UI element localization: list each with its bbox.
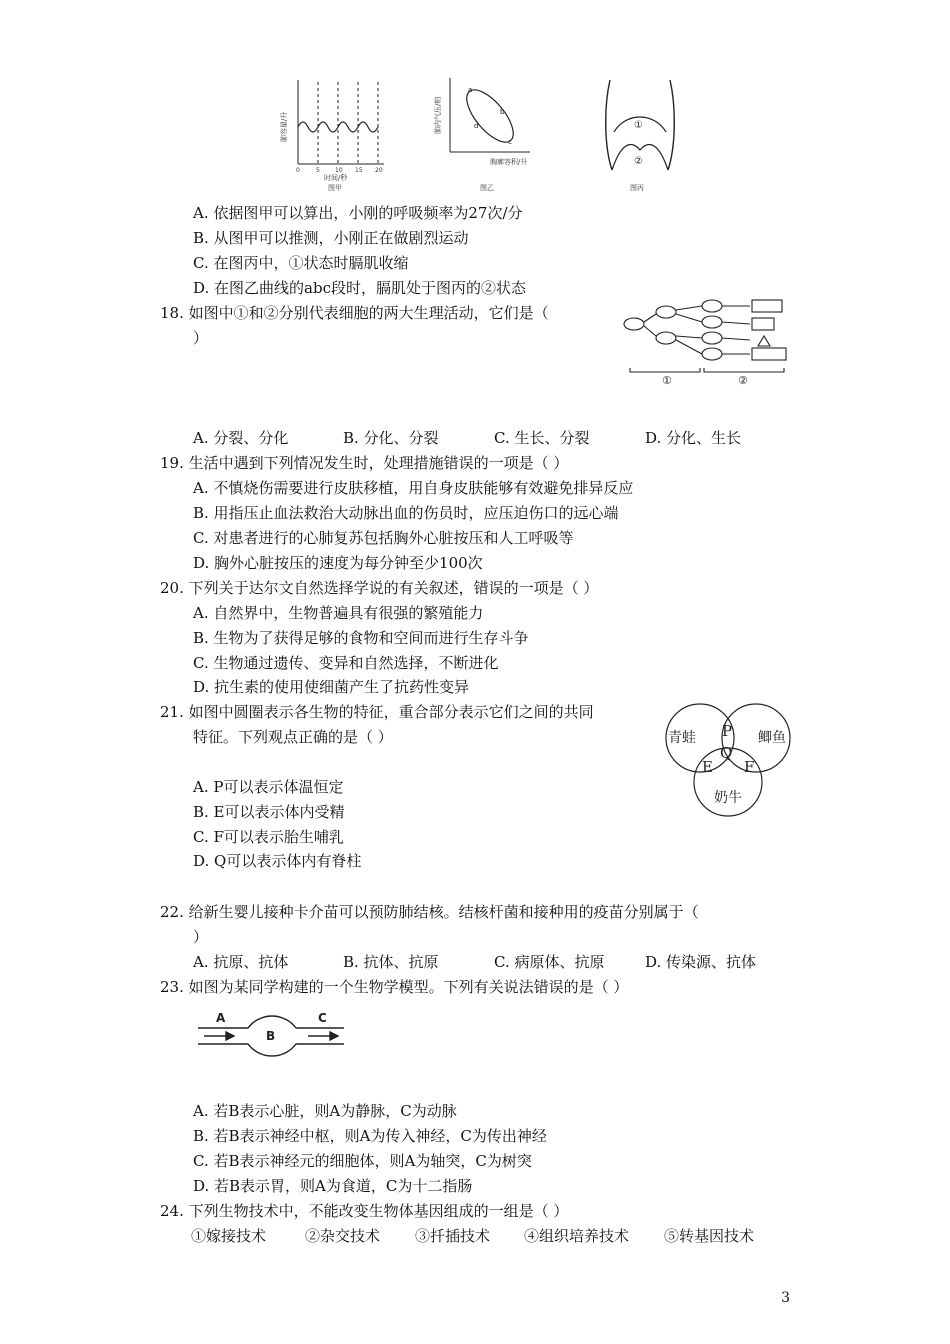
- venn-label-frog: 青蛙: [668, 730, 696, 746]
- q21-venn-diagram: [662, 700, 794, 818]
- figure-c-diaphragm-diagram: [600, 76, 680, 192]
- q21-option-b: B. E可以表示体内受精: [193, 803, 345, 821]
- q22-stem: 22. 给新生婴儿接种卡介苗可以预防肺结核。结核杆菌和接种用的疫苗分别属于（: [160, 903, 699, 921]
- q23-model-diagram: [196, 1004, 348, 1070]
- figure-a-lung-volume-chart: [280, 72, 392, 192]
- q23-option-a: A. 若B表示心脏，则A为静脉，C为动脉: [193, 1102, 457, 1120]
- fig-a-caption: 图甲: [328, 184, 342, 192]
- fig-a-tick: 20: [375, 167, 383, 174]
- q20-option-d: D. 抗生素的使用使细菌产生了抗药性变异: [193, 678, 470, 696]
- q22-option-a: A. 抗原、抗体: [193, 953, 289, 971]
- fig-b-point: d: [474, 122, 479, 130]
- fig-a-tick: 5: [316, 167, 320, 174]
- q22-option-d: D. 传染源、抗体: [645, 953, 757, 971]
- fig-c-label: ①: [634, 120, 643, 131]
- q20-option-b: B. 生物为了获得足够的食物和空间而进行生存斗争: [193, 629, 529, 647]
- q23-stem: 23. 如图为某同学构建的一个生物学模型。下列有关说法错误的是（ ）: [160, 978, 629, 996]
- q20-stem: 20. 下列关于达尔文自然选择学说的有关叙述，错误的一项是（ ）: [160, 579, 599, 597]
- q23-option-d: D. 若B表示胃，则A为食道，C为十二指肠: [193, 1177, 473, 1195]
- q18-stem-cont: ）: [193, 329, 209, 347]
- q21-stem: 21. 如图中圆圈表示各生物的特征，重合部分表示它们之间的共同: [160, 703, 594, 721]
- q18-figure-label: ②: [738, 374, 748, 386]
- q23-option-b: B. 若B表示神经中枢，则A为传入神经，C为传出神经: [193, 1127, 547, 1145]
- venn-region-f: F: [744, 758, 755, 776]
- q24-item: ②杂交技术: [305, 1227, 381, 1245]
- q18-option-c: C. 生长、分裂: [494, 429, 590, 447]
- q17-option-d: D. 在图乙曲线的abc段时，膈肌处于图丙的②状态: [193, 279, 526, 297]
- q19-option-d: D. 胸外心脏按压的速度为每分钟至少100次: [193, 554, 483, 572]
- fig-b-ylabel: 肺内气压/帕: [434, 96, 442, 134]
- q23-option-c: C. 若B表示神经元的细胞体，则A为轴突，C为树突: [193, 1152, 532, 1170]
- fig-b-point: c: [508, 138, 512, 146]
- q21-option-d: D. Q可以表示体内有脊柱: [193, 852, 362, 870]
- q20-option-c: C. 生物通过遗传、变异和自然选择，不断进化: [193, 654, 499, 672]
- venn-label-crucian-carp: 鲫鱼: [758, 730, 786, 746]
- fig-b-xlabel: 胸廓容积/升: [490, 158, 528, 166]
- q22-option-b: B. 抗体、抗原: [343, 953, 439, 971]
- q17-option-c: C. 在图丙中，①状态时膈肌收缩: [193, 254, 409, 272]
- venn-region-p: P: [722, 722, 733, 740]
- q22-stem-cont: ）: [193, 928, 209, 946]
- fig-b-point: b: [500, 108, 505, 116]
- q24-item: ③扦插技术: [415, 1227, 491, 1245]
- page-number: 3: [781, 1290, 790, 1306]
- q19-option-b: B. 用指压止血法救治大动脉出血的伤员时，应压迫伤口的远心端: [193, 504, 619, 522]
- q21-stem-cont: 特征。下列观点正确的是（ ）: [193, 728, 393, 746]
- fig-a-tick: 15: [355, 167, 363, 174]
- model-label-b: B: [266, 1029, 276, 1043]
- q19-option-a: A. 不慎烧伤需要进行皮肤移植，用自身皮肤能够有效避免排异反应: [193, 479, 634, 497]
- q18-figure-label: ①: [662, 374, 672, 386]
- fig-c-caption: 图丙: [630, 184, 644, 192]
- fig-a-ylabel: 肺容量/升: [280, 111, 288, 142]
- q18-option-d: D. 分化、生长: [645, 429, 742, 447]
- model-label-a: A: [216, 1011, 226, 1025]
- q18-option-a: A. 分裂、分化: [193, 429, 289, 447]
- fig-a-tick: 0: [296, 167, 300, 174]
- q24-stem: 24. 下列生物技术中，不能改变生物体基因组成的一组是（ ）: [160, 1202, 569, 1220]
- q24-item: ④组织培养技术: [524, 1227, 630, 1245]
- venn-label-cow: 奶牛: [714, 790, 742, 806]
- q20-option-a: A. 自然界中，生物普遍具有很强的繁殖能力: [193, 604, 484, 622]
- q17-option-b: B. 从图甲可以推测，小刚正在做剧烈运动: [193, 229, 469, 247]
- fig-b-caption: 图乙: [480, 184, 494, 192]
- q19-stem: 19. 生活中遇到下列情况发生时，处理措施错误的一项是（ ）: [160, 454, 569, 472]
- fig-a-xlabel: 时间/秒: [324, 174, 348, 182]
- q19-option-c: C. 对患者进行的心肺复苏包括胸外心脏按压和人工呼吸等: [193, 529, 574, 547]
- model-label-c: C: [318, 1011, 327, 1025]
- venn-region-e: E: [702, 758, 713, 776]
- fig-c-label: ②: [634, 156, 643, 167]
- fig-b-point: a: [468, 86, 473, 94]
- fig-a-tick: 10: [335, 167, 343, 174]
- q18-option-b: B. 分化、分裂: [343, 429, 439, 447]
- q18-stem: 18. 如图中①和②分别代表细胞的两大生理活动，它们是（: [160, 304, 549, 322]
- q24-item: ①嫁接技术: [191, 1227, 267, 1245]
- q21-option-c: C. F可以表示胎生哺乳: [193, 828, 344, 846]
- venn-region-q: Q: [720, 744, 733, 762]
- q21-option-a: A. P可以表示体温恒定: [193, 778, 344, 796]
- figure-b-pressure-volume-chart: [432, 72, 544, 192]
- q24-item: ⑤转基因技术: [664, 1227, 755, 1245]
- q17-option-a: A. 依据图甲可以算出，小刚的呼吸频率为27次/分: [193, 204, 523, 222]
- q18-cell-diagram: [620, 298, 792, 386]
- q22-option-c: C. 病原体、抗原: [494, 953, 605, 971]
